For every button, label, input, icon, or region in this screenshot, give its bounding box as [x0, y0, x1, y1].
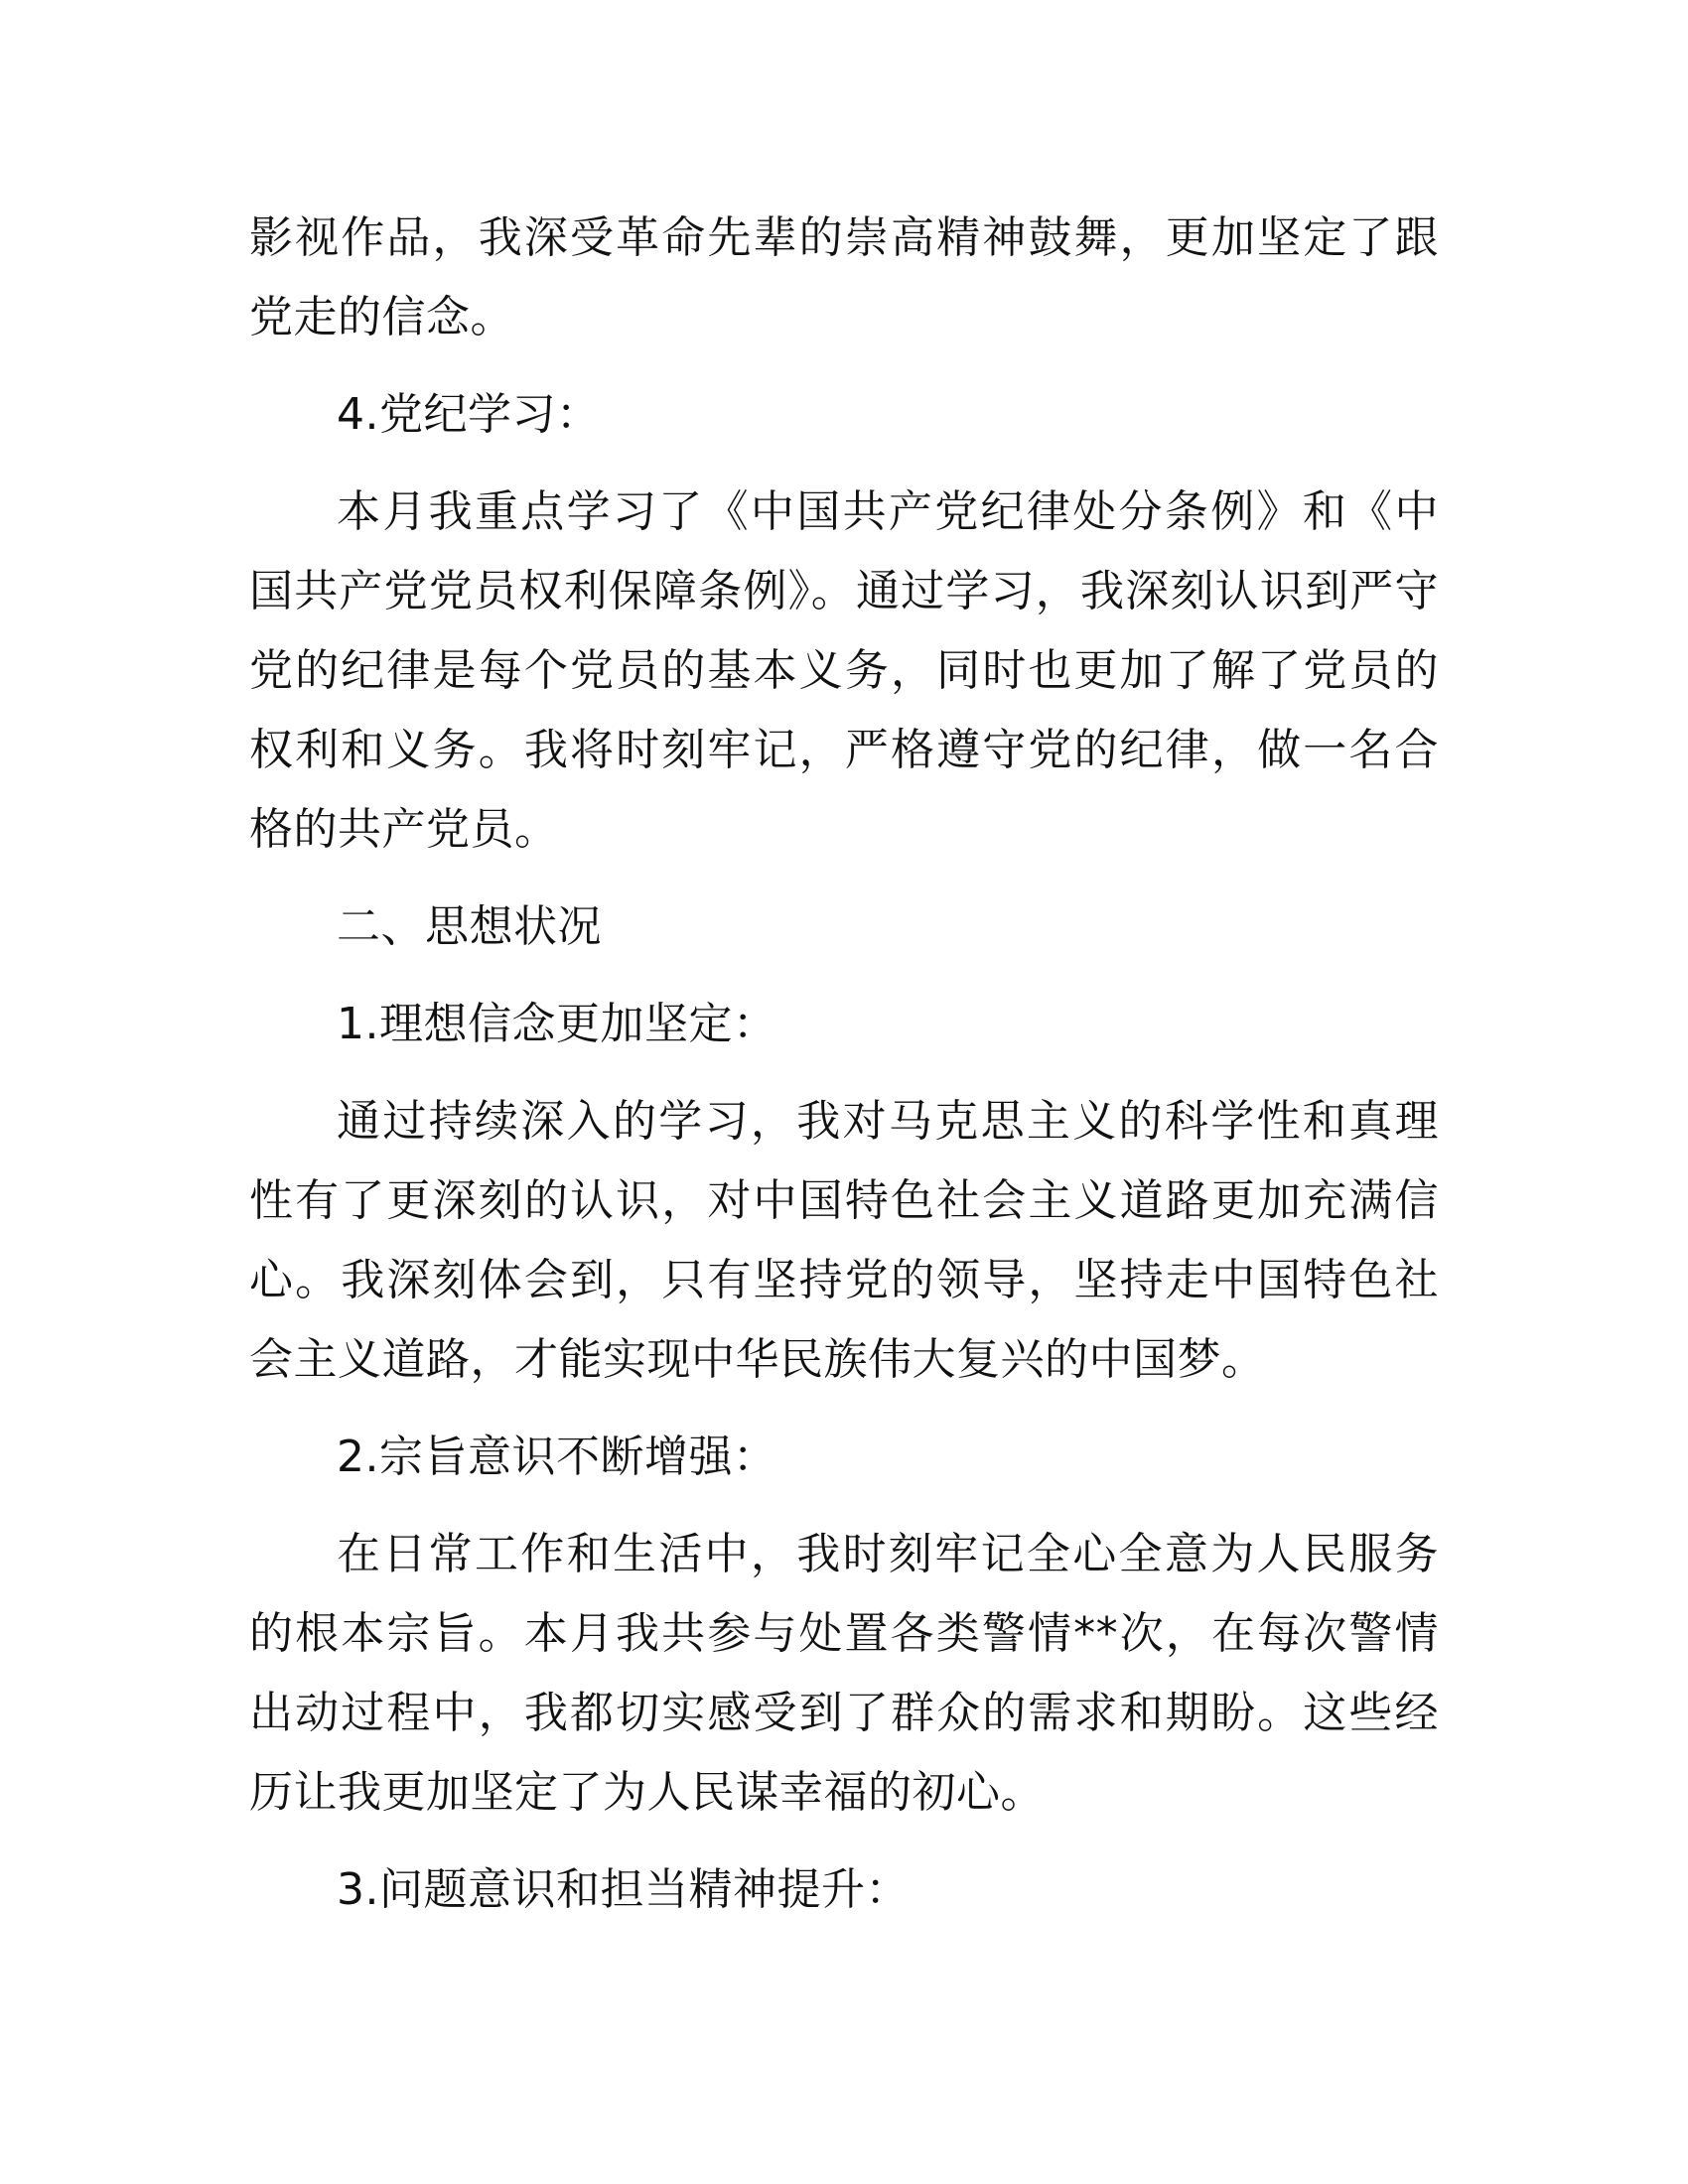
- paragraph-continuation: 影视作品，我深受革命先辈的崇高精神鼓舞，更加坚定了跟党走的信念。: [249, 212, 1439, 342]
- paragraph-ideals-belief: 通过持续深入的学习，我对马克思主义的科学性和真理性有了更深刻的认识，对中国特色社会主义道路更加充满信心。我深刻体会到，只有坚持党的领导，坚持走中国特色社会主义道路，才能实现中华民族伟大复兴的中国梦。: [249, 1096, 1439, 1385]
- paragraph-purpose-awareness: 在日常工作和生活中，我时刻牢记全心全意为人民服务的根本宗旨。本月我共参与处置各类警情**次，在每次警情出动过程中，我都切实感受到了群众的需求和期盼。这些经历让我更加坚定了为人民谋幸福的初心。: [249, 1529, 1439, 1818]
- paragraph-discipline-regulations: 本月我重点学习了《中国共产党纪律处分条例》和《中国共产党党员权利保障条例》。通过学习，我深刻认识到严守党的纪律是每个党员的基本义务，同时也更加了解了党员的权利和义务。我将时刻牢记，严格遵守党的纪律，做一名合格的共产党员。: [249, 486, 1439, 855]
- heading-problem-awareness: 3.问题意识和担当精神提升：: [337, 1864, 910, 1915]
- heading-party-discipline-study: 4.党纪学习：: [337, 389, 601, 440]
- section-heading-thought-status: 二、思想状况: [337, 901, 602, 952]
- heading-purpose-awareness: 2.宗旨意识不断增强：: [337, 1432, 777, 1482]
- document-body: [249, 199, 1439, 1948]
- heading-ideals-belief: 1.理想信念更加坚定：: [337, 999, 777, 1049]
